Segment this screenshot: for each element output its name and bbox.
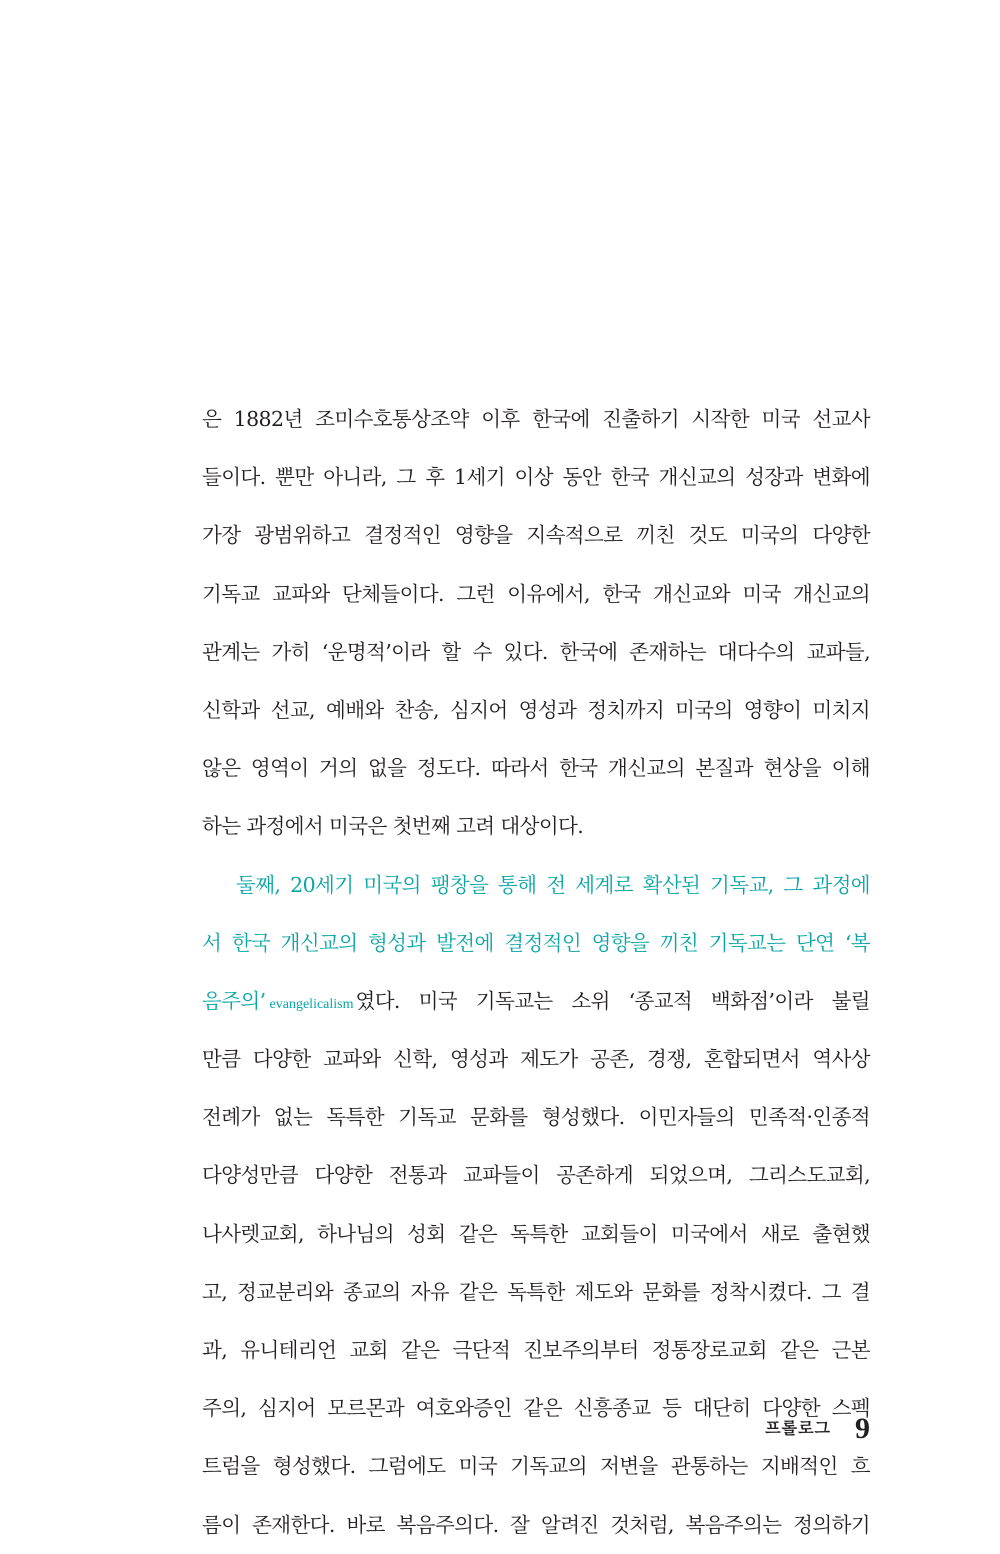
text-segment: 였다. 미국 기독교는 소위 ‘종교적 백화점’이라 불릴 bbox=[355, 988, 870, 1013]
running-head: 프롤로그 bbox=[765, 1418, 831, 1438]
text-line: 신학과 선교, 예배와 찬송, 심지어 영성과 정치까지 미국의 영향이 미치지 bbox=[202, 697, 870, 722]
text-line: 고, 정교분리와 종교의 자유 같은 독특한 제도와 문화를 정착시켰다. 그 결 bbox=[202, 1279, 870, 1304]
highlighted-text-line: 서 한국 개신교의 형성과 발전에 결정적인 영향을 끼친 기독교는 단연 ‘복 bbox=[202, 930, 870, 955]
text-line: 들이다. 뿐만 아니라, 그 후 1세기 이상 동안 한국 개신교의 성장과 변화에 bbox=[202, 465, 870, 490]
text-line: 하는 과정에서 미국은 첫번째 고려 대상이다. bbox=[202, 814, 584, 839]
text-line: 관계는 가히 ‘운명적’이라 할 수 있다. 한국에 존재하는 대다수의 교파들, bbox=[202, 639, 870, 664]
text-line: 과, 유니테리언 교회 같은 극단적 진보주의부터 정통장로교회 같은 근본 bbox=[202, 1338, 870, 1362]
text-line: 만큼 다양한 교파와 신학, 영성과 제도가 공존, 경쟁, 혼합되면서 역사상 bbox=[202, 1047, 870, 1072]
page-footer bbox=[765, 1408, 870, 1448]
paragraph-2 bbox=[202, 856, 870, 1554]
english-gloss: evangelicalism bbox=[269, 996, 354, 1012]
text-line: 가장 광범위하고 결정적인 영향을 지속적으로 끼친 것도 미국의 다양한 bbox=[202, 523, 870, 548]
text-line: 트럼을 형성했다. 그럼에도 미국 기독교의 저변을 관통하는 지배적인 흐 bbox=[202, 1454, 870, 1479]
body-text bbox=[202, 390, 870, 1554]
text-line: 않은 영역이 거의 없을 정도다. 따라서 한국 개신교의 본질과 현상을 이해 bbox=[202, 756, 870, 781]
text-line: 은 1882년 조미수호통상조약 이후 한국에 진출하기 시작한 미국 선교사 bbox=[202, 407, 870, 431]
text-line: 름이 존재한다. 바로 복음주의다. 잘 알려진 것처럼, 복음주의는 정의하기 bbox=[202, 1512, 870, 1537]
text-line: 전례가 없는 독특한 기독교 문화를 형성했다. 이민자들의 민족적·인종적 bbox=[202, 1105, 870, 1130]
highlighted-term: 음주의’ bbox=[202, 988, 266, 1013]
text-line: 주의, 심지어 모르몬과 여호와증인 같은 신흥종교 등 대단히 다양한 스펙 bbox=[202, 1396, 870, 1421]
text-line: 다양성만큼 다양한 전통과 교파들이 공존하게 되었으며, 그리스도교회, bbox=[202, 1163, 870, 1188]
page-number: 9 bbox=[855, 1411, 870, 1445]
paragraph-1 bbox=[202, 390, 870, 856]
highlighted-text-line: 둘째, 20세기 미국의 팽창을 통해 전 세계로 확산된 기독교, 그 과정에 bbox=[236, 872, 870, 897]
text-line: 나사렛교회, 하나님의 성회 같은 독특한 교회들이 미국에서 새로 출현했 bbox=[202, 1221, 870, 1246]
mixed-text-line bbox=[202, 972, 870, 1030]
text-line: 기독교 교파와 단체들이다. 그런 이유에서, 한국 개신교와 미국 개신교의 bbox=[202, 581, 870, 606]
